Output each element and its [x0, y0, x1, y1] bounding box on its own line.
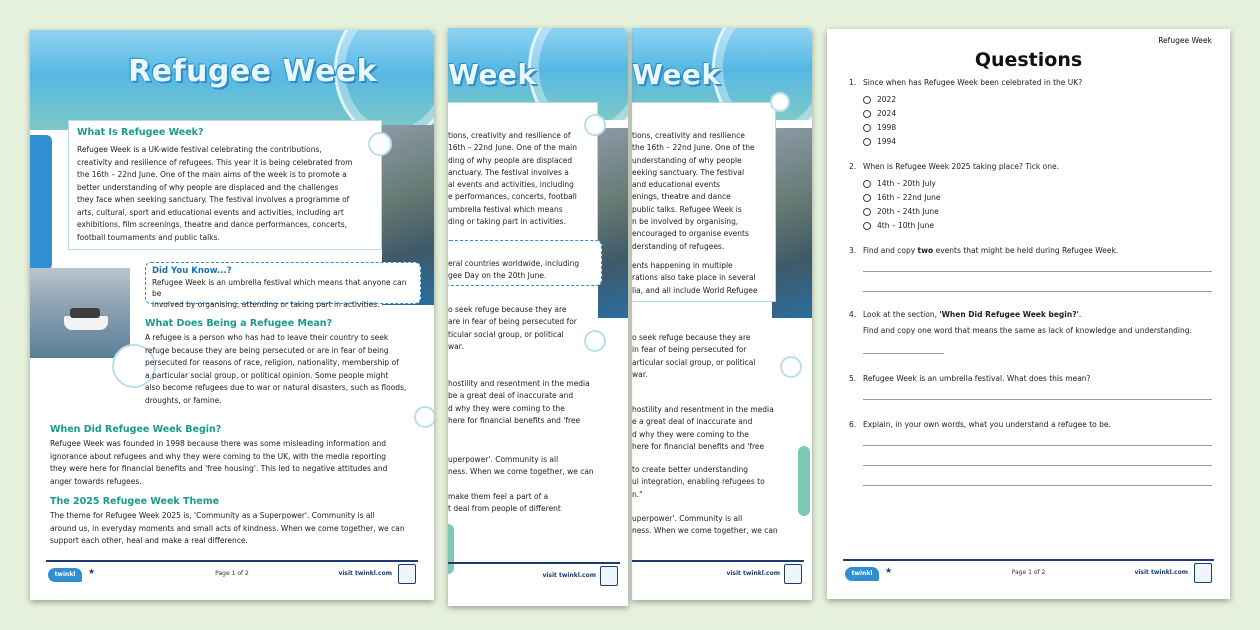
page-header: Refugee Week — [1158, 36, 1212, 45]
worksheet-page-middle — [448, 28, 628, 606]
text-fragment: o seek refuge because they are in fear of being persecuted for articular social group, or political war. — [632, 333, 756, 379]
circle-decoration — [368, 132, 392, 156]
option-radio[interactable]: 2024 — [863, 109, 896, 118]
blue-side-bar — [30, 135, 52, 270]
option-radio[interactable]: 1998 — [863, 123, 896, 132]
refugee-meaning-heading: What Does Being a Refugee Mean? — [145, 318, 333, 329]
theme-section — [50, 496, 420, 548]
option-radio[interactable]: 16th – 22nd June — [863, 193, 941, 202]
camp-photo — [598, 128, 628, 318]
answer-line[interactable] — [863, 353, 944, 354]
visit-link: visit twinkl.com — [338, 570, 392, 577]
theme-heading: The 2025 Refugee Week Theme — [50, 496, 220, 507]
text-fragment: o seek refuge because they are are in fear of being persecuted for ticular social group, or political war. — [448, 305, 577, 351]
question-text: Since when has Refugee Week been celebrated in the UK? — [863, 78, 1083, 87]
question-number: 5. — [849, 374, 857, 383]
did-you-know-text: Refugee Week is an umbrella festival which means that anyone can be involved by organising, attending or taking part in activities. — [152, 278, 407, 309]
option-radio[interactable]: 1994 — [863, 137, 896, 146]
visit-link: visit twinkl.com — [726, 570, 780, 577]
when-begin-section — [50, 424, 420, 488]
radio-icon[interactable] — [863, 180, 871, 188]
page-footer — [46, 560, 418, 586]
refugee-meaning-text: A refugee is a person who has had to leave their country to seek refuge because they are being persecuted or are in fear of being persecuted for reasons of race, religion, nationality, membership of a particular social group, or political opinion. Some people might also become refugees due to war or natural disasters, such as floods, droughts, or famine. — [145, 333, 407, 405]
question-text: When is Refugee Week 2025 taking place? Tick one. — [863, 162, 1059, 171]
question-text: Find and copy two events that might be held during Refugee Week. — [863, 246, 1119, 255]
page-footer — [448, 562, 620, 588]
radio-icon[interactable] — [863, 208, 871, 216]
answer-line[interactable] — [863, 485, 1212, 486]
page-number: Page 1 of 2 — [1011, 569, 1046, 576]
camp-photo — [772, 128, 812, 318]
page-footer — [632, 560, 804, 586]
radio-icon[interactable] — [863, 194, 871, 202]
radio-icon[interactable] — [863, 110, 871, 118]
question-number: 4. — [849, 310, 857, 319]
answer-line[interactable] — [863, 445, 1212, 446]
worksheet-page-back — [632, 28, 812, 600]
badge-icon — [398, 564, 416, 584]
question-text: Explain, in your own words, what you understand a refugee to be. — [863, 420, 1111, 429]
banner — [30, 30, 434, 130]
boat-photo — [30, 268, 130, 358]
badge-icon — [600, 566, 618, 586]
circle-decoration — [780, 356, 802, 378]
answer-line[interactable] — [863, 399, 1212, 400]
circle-decoration — [770, 92, 790, 112]
question-text: Find and copy one word that means the same as lack of knowledge and understanding. — [863, 326, 1192, 335]
question-text: Look at the section, 'When Did Refugee Week begin?'. — [863, 310, 1082, 319]
question-number: 6. — [849, 420, 857, 429]
what-is-text: Refugee Week is a UK-wide festival celebrating the contributions, creativity and resilience of refugees. This year it is being celebrated from the 16th – 22nd June. One of the main aims of the week is to promote a better understanding of why people are displaced and the challenges they face when seeking sanctuary. The festival involves a programme of arts, cultural, sport and educational events and activities, including art exhibitions, film screenings, theatre and dance performances, concerts, football tournaments and public talks. — [77, 145, 353, 242]
questions-title: Questions — [974, 49, 1083, 71]
visit-link: visit twinkl.com — [542, 572, 596, 579]
text-fragment: hostility and resentment in the media be a great deal of inaccurate and d why they were coming to the here for financial benefits and 'free — [448, 379, 590, 425]
questions-page — [827, 29, 1230, 599]
when-begin-text: Refugee Week was founded in 1998 because there was some misleading information and ignorance about refugees and why they were coming to the UK, with the media reporting they were here for financial benefits and 'free housing'. This led to negative attitudes and anger towards refugees. — [50, 439, 388, 486]
text-fragment: tions, creativity and resilience of 16th – 22nd June. One of the main ding of why people are displaced anctuary. The festival involves a al events and activities, including e performances, concerts, football umbrella festival which means ding or taking part in activities. — [448, 131, 577, 227]
option-radio[interactable]: 14th – 20th July — [863, 179, 936, 188]
radio-icon[interactable] — [863, 124, 871, 132]
teal-bar — [798, 446, 810, 516]
radio-icon[interactable] — [863, 222, 871, 230]
option-radio[interactable]: 4th – 10th June — [863, 221, 934, 230]
visit-link: visit twinkl.com — [1134, 569, 1188, 576]
twinkl-logo: twinkl — [48, 568, 82, 582]
text-fragment: tions, creativity and resilience the 16th – 22nd June. One of the understanding of why people eeking sanctuary. The festival and educational events enings, theatre and dance public talks. Refugee Week is n be involved by organising, encouraged to organise events derstanding of refugees. — [632, 131, 755, 251]
text-fragment: ents happening in multiple rations also take place in several lia, and all include World Refugee — [632, 261, 758, 295]
badge-icon — [784, 564, 802, 584]
what-is-heading: What Is Refugee Week? — [77, 127, 204, 138]
page-title: Week — [448, 58, 537, 91]
boat-shape — [64, 316, 108, 330]
question-number: 3. — [849, 246, 857, 255]
answer-line[interactable] — [863, 291, 1212, 292]
question-number: 1. — [849, 78, 857, 87]
radio-icon[interactable] — [863, 138, 871, 146]
did-you-know-box — [145, 262, 421, 309]
twinkl-logo: twinkl — [845, 567, 879, 581]
refugee-meaning-section — [145, 318, 425, 407]
when-begin-heading: When Did Refugee Week Begin? — [50, 424, 222, 435]
text-fragment: eral countries worldwide, including gee Day on the 20th June. — [448, 259, 580, 281]
question-number: 2. — [849, 162, 857, 171]
text-fragment: to create better understanding ul integration, enabling refugees to n." uperpower'. Community is all ness. When we come together, we can — [632, 465, 778, 536]
star-icon: ★ — [88, 567, 96, 576]
question-text: Refugee Week is an umbrella festival. What does this mean? — [863, 374, 1091, 383]
answer-line[interactable] — [863, 271, 1212, 272]
theme-text: The theme for Refugee Week 2025 is, 'Community as a Superpower'. Community is all around us, in everyday moments and small acts of kindness. When we come together, we can support each other, heal and make a real difference. — [50, 511, 405, 545]
did-you-know-heading: Did You Know...? — [152, 266, 232, 276]
radio-icon[interactable] — [863, 96, 871, 104]
worksheet-page-front — [30, 30, 434, 600]
star-icon: ★ — [885, 566, 893, 575]
option-radio[interactable]: 20th – 24th June — [863, 207, 939, 216]
badge-icon — [1194, 563, 1212, 583]
page-number: Page 1 of 2 — [215, 570, 249, 577]
option-radio[interactable]: 2022 — [863, 95, 896, 104]
what-is-box — [68, 120, 382, 250]
circle-decoration — [584, 114, 606, 136]
answer-line[interactable] — [863, 465, 1212, 466]
text-fragment: hostility and resentment in the media e a great deal of inaccurate and d why they were coming to the here for financial benefits and 'free — [632, 405, 774, 451]
page-title: Week — [632, 58, 721, 91]
text-fragment: uperpower'. Community is all ness. When we come together, we can make them feel a part of a t deal from people of different — [448, 455, 594, 513]
page-title: Refugee Week — [128, 54, 378, 89]
page-footer — [843, 559, 1214, 585]
circle-decoration — [584, 330, 606, 352]
